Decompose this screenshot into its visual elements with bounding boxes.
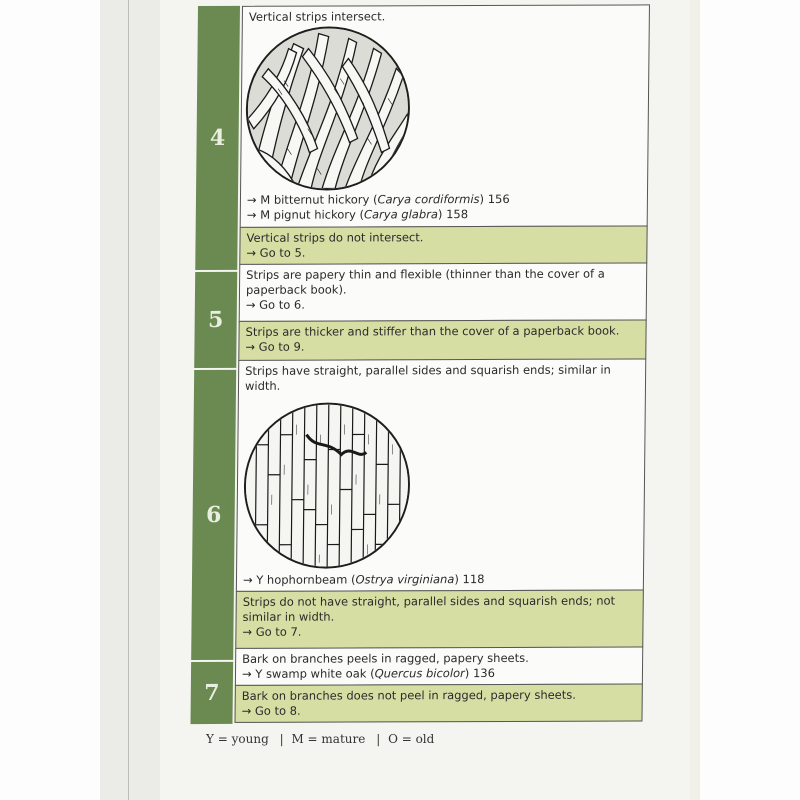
age-legend xyxy=(206,732,437,746)
legend-separator-2: | xyxy=(376,732,381,746)
entry-5b xyxy=(238,319,646,360)
entry-4b-goto: → Go to 5. xyxy=(246,245,306,260)
entry-5a xyxy=(239,262,648,321)
legend-old: O = old xyxy=(388,732,435,746)
entry-5b-goto: → Go to 9. xyxy=(245,339,305,354)
entry-number-5: 5 xyxy=(194,272,237,368)
entry-6a xyxy=(236,358,646,591)
bark-parallel-svg xyxy=(245,404,409,567)
bark-illustration-parallel-strips xyxy=(243,402,411,569)
entry-4b xyxy=(239,225,647,264)
legend-separator-1: | xyxy=(279,732,284,746)
entry-number-4: 4 xyxy=(195,6,240,270)
entry-number-7: 7 xyxy=(190,662,233,724)
result-bitternut-hickory: → M bitternut hickory (Carya cordiformis) 156 xyxy=(246,191,510,207)
entry-7a xyxy=(235,646,643,685)
result-swamp-white-oak: → Y swamp white oak (Quercus bicolor) 136 xyxy=(241,665,496,681)
page-edge-line xyxy=(128,0,129,800)
entry-5a-text: Strips are papery thin and flexible (thinner than the cover of a paperback book). xyxy=(245,266,605,297)
entry-7b-goto: → Go to 8. xyxy=(241,703,301,718)
entry-5a-goto: → Go to 6. xyxy=(245,297,306,312)
entry-5b-text: Strips are thicker and stiffer than the cover of a paperback book. xyxy=(245,323,620,339)
entry-7a-text: Bark on branches peels in ragged, papery sheets. xyxy=(242,650,529,666)
legend-young: Y = young xyxy=(206,732,269,746)
entry-6b-text: Strips do not have straight, parallel sides and squarish ends; not similar in width. xyxy=(242,593,616,624)
background-left xyxy=(0,0,100,800)
entry-6a-text: Strips have straight, parallel sides and squarish ends; similar in width. xyxy=(244,362,611,393)
bark-intersecting-svg xyxy=(247,28,409,189)
entry-4a xyxy=(240,4,650,227)
bark-illustration-intersecting-strips xyxy=(245,26,411,191)
entry-4b-text: Vertical strips do not intersect. xyxy=(246,230,424,245)
entry-4a-text: Vertical strips intersect. xyxy=(248,9,386,24)
entry-7b-text: Bark on branches does not peel in ragged, papery sheets. xyxy=(241,687,577,703)
entry-7b xyxy=(234,683,642,722)
result-hophornbeam: → Y hophornbeam (Ostrya virginiana) 118 xyxy=(242,572,485,587)
entry-6b-goto: → Go to 7. xyxy=(242,624,302,639)
identification-key xyxy=(190,4,649,724)
entry-6b xyxy=(235,589,644,648)
legend-mature: M = mature xyxy=(291,732,366,746)
background-right xyxy=(696,0,800,800)
entry-number-6: 6 xyxy=(191,370,236,660)
left-page-edge xyxy=(100,0,162,800)
result-pignut-hickory: → M pignut hickory (Carya glabra) 158 xyxy=(246,207,469,222)
